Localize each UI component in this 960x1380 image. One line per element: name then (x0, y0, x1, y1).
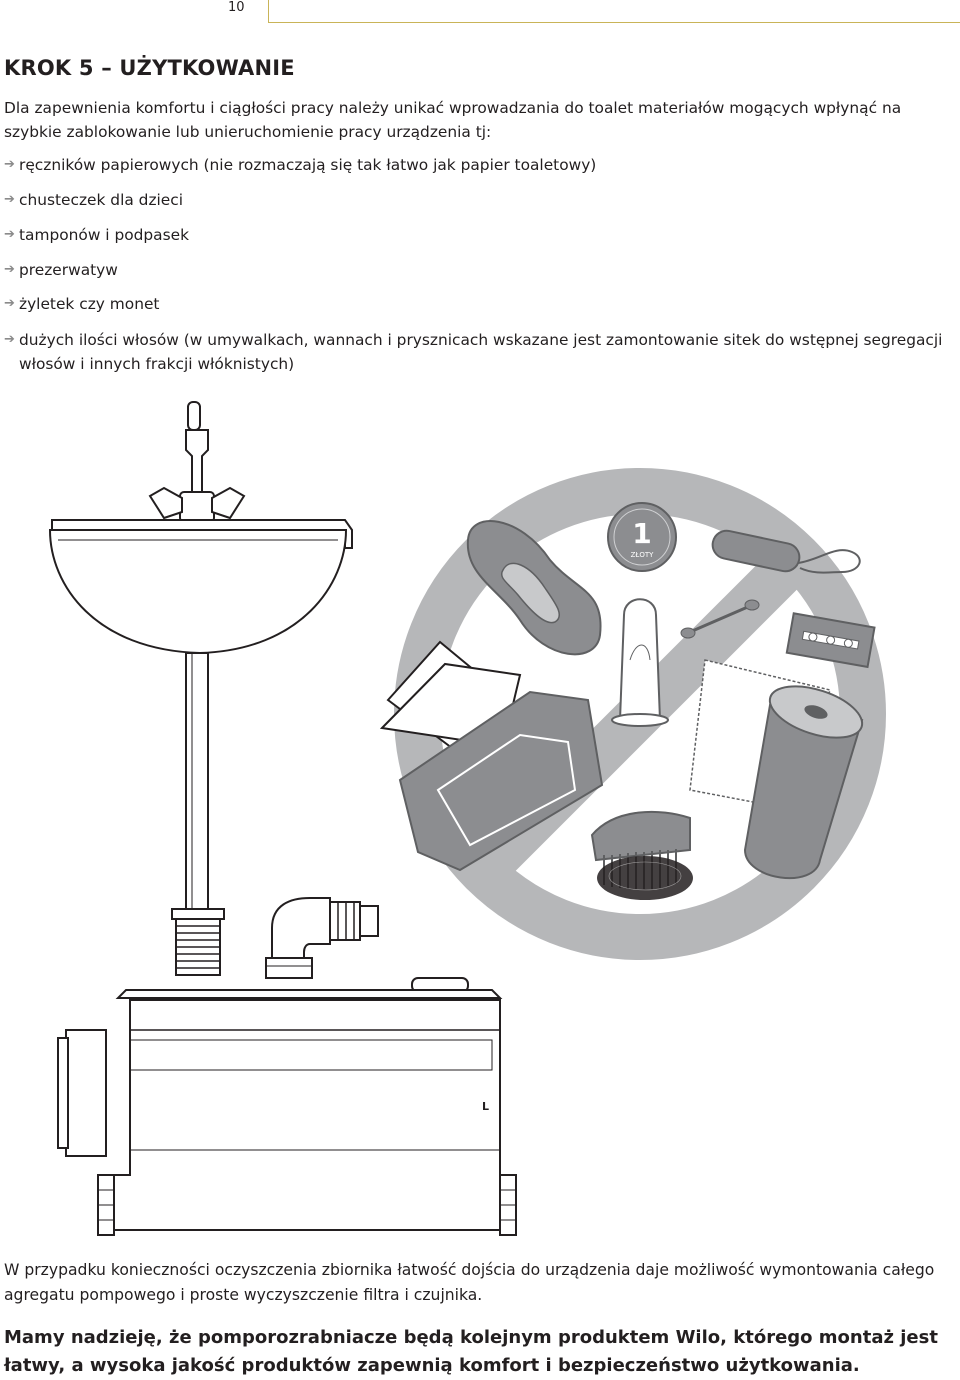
coin-label: ZŁOTY (630, 551, 654, 559)
arrow-icon: ➔ (4, 227, 15, 242)
sanitary-pad-icon (468, 521, 601, 654)
arrow-icon: ➔ (4, 332, 15, 347)
list-item: ➔ tamponów i podpasek (4, 223, 954, 247)
macerator-unit (58, 978, 516, 1235)
drain-pipe (172, 653, 224, 975)
outlet-connector (266, 898, 378, 978)
page-number: 10 (228, 0, 245, 15)
arrow-icon: ➔ (4, 262, 15, 277)
closing-statement: Mamy nadzieję, że pomporozrabniacze będą kolejnym produktem Wilo, którego montaż jest łatwy, a wysoka jakość produktów zapewnią komfort i bezpieczeństwo użytkowania. (4, 1327, 938, 1376)
list-item: ➔ ręczników papierowych (nie rozmaczają się tak łatwo jak papier toaletowy) (4, 153, 954, 177)
unit-marking: L (482, 1100, 490, 1113)
page-title: KROK 5 – UŻYTKOWANIE (4, 56, 295, 80)
illustration (40, 396, 940, 1248)
arrow-icon: ➔ (4, 157, 15, 172)
list-item: ➔ chusteczek dla dzieci (4, 188, 954, 212)
list-item: ➔ prezerwatyw (4, 258, 954, 282)
coin-icon (608, 503, 676, 571)
arrow-icon: ➔ (4, 192, 15, 207)
washbasin-icon (50, 520, 352, 653)
header-rule-horizontal (268, 22, 960, 23)
faucet-icon (150, 402, 244, 526)
intro-paragraph: Dla zapewnienia komfortu i ciągłości pracy należy unikać wprowadzania do toalet materiałów mogących wpłynąć na szybkie zablokowanie lub unieruchomienie pracy urządzenia tj: (4, 99, 902, 141)
list-item: ➔ dużych ilości włosów (w umywalkach, wannach i prysznicach wskazane jest zamontowanie sitek do wstępnej segregacji włosów i innych frakcji włóknistych) (4, 328, 954, 376)
comb-hair-icon (592, 812, 693, 900)
arrow-icon: ➔ (4, 296, 15, 311)
coin-value: 1 (632, 517, 652, 550)
bottom-paragraph: W przypadku konieczności oczyszczenia zbiornika łatwość dojścia do urządzenia daje możliwość wymontowania całego agregatu pompowego i proste wyczyszczenie filtra i czujnika. (4, 1261, 935, 1304)
list-item: ➔ żyletek czy monet (4, 292, 954, 316)
header-rule (268, 0, 269, 22)
